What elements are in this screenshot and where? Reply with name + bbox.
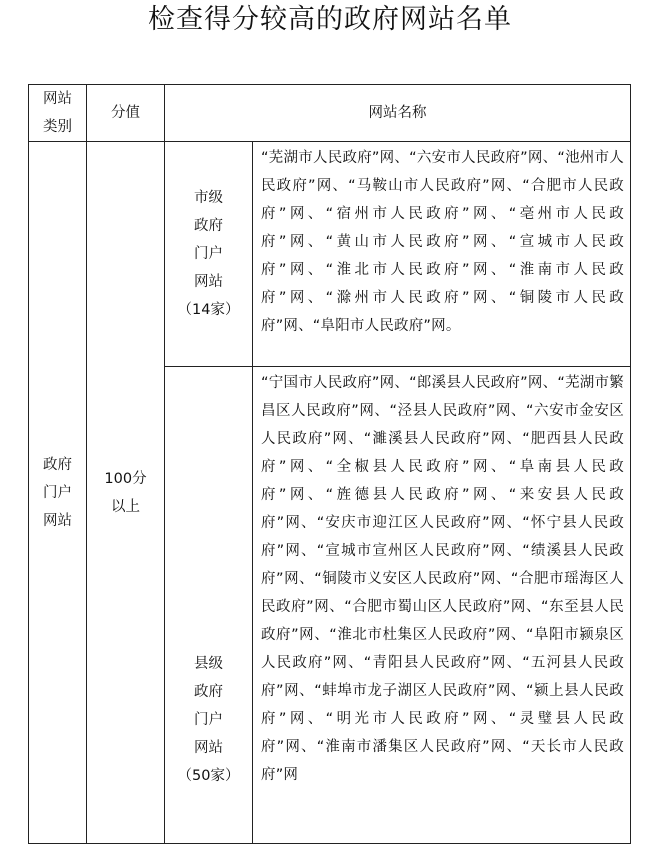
header-category-text: 网站 类别 <box>43 91 72 135</box>
group-label-city-text: 市级 政府 门户 网站 （14家） <box>177 190 240 318</box>
group-names-county-text: “宁国市人民政府”网、“郎溪县人民政府”网、“芜湖市繁昌区人民政府”网、“泾县人民政府”网、“六安市金安区人民政府”网、“濉溪县人民政府”网、“肥西县人民政府”网、“全椒县人民政府”网、“阜南县人民政府”网、“旌德县人民政府”网、“来安县人民政府”网、“安庆市迎江区人民政府”网、“怀宁县人民政府”网、“宣城市宣州区人民政府”网、“绩溪县人民政府”网、“铜陵市义安区人民政府”网、“合肥市瑶海区人民政府”网、“合肥市蜀山区人民政府”网、“东至县人民政府”网、“淮北市杜集区人民政府”网、“阜阳市颍泉区人民政府”网、“青阳县人民政府”网、“五河县人民政府”网、“蚌埠市龙子湖区人民政府”网、“颍上县人民政府”网、“明光市人民政府”网、“灵璧县人民政府”网、“淮南市潘集区人民政府”网、“天长市人民政府”网 <box>261 375 624 783</box>
group-names-city <box>253 142 631 367</box>
header-score <box>87 85 165 142</box>
group-names-county <box>253 367 631 844</box>
header-names-text: 网站名称 <box>368 105 427 121</box>
group-label-city <box>165 142 253 367</box>
score-text: 100分 以上 <box>104 470 147 515</box>
category-cell <box>29 142 87 844</box>
header-row <box>29 85 631 142</box>
header-category <box>29 85 87 142</box>
score-cell <box>87 142 165 844</box>
site-list-table <box>28 84 631 844</box>
page-title: 检查得分较高的政府网站名单 <box>148 4 512 35</box>
header-names <box>165 85 631 142</box>
group-names-city-text: “芜湖市人民政府”网、“六安市人民政府”网、“池州市人民政府”网、“马鞍山市人民政府”网、“合肥市人民政府”网、“宿州市人民政府”网、“亳州市人民政府”网、“黄山市人民政府”网、“宣城市人民政府”网、“淮北市人民政府”网、“淮南市人民政府”网、“滁州市人民政府”网、“铜陵市人民政府”网、“阜阳市人民政府”网。 <box>261 150 624 334</box>
header-score-text: 分值 <box>111 105 140 121</box>
group-label-county-text: 县级 政府 门户 网站 （50家） <box>177 656 240 784</box>
group-label-county <box>165 367 253 844</box>
category-text: 政府 门户 网站 <box>43 456 72 529</box>
table-row-city <box>29 142 631 367</box>
